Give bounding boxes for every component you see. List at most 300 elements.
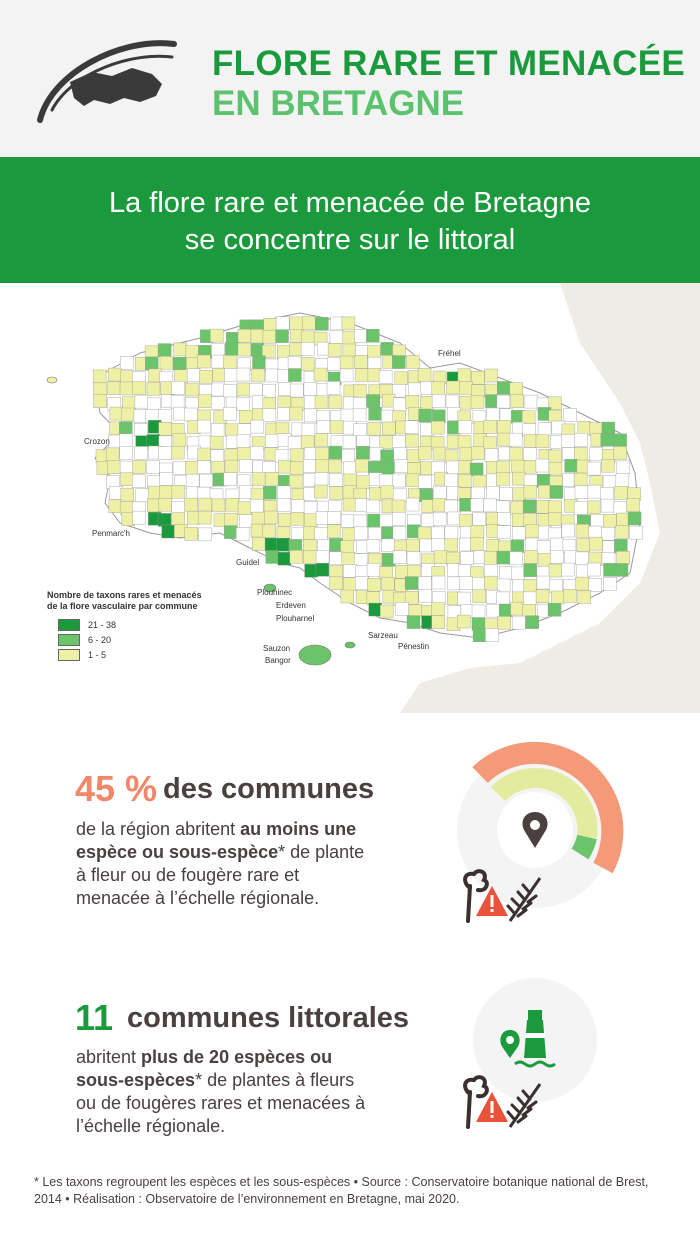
commune-cell <box>367 563 380 576</box>
commune-cell <box>224 473 237 486</box>
commune-cell <box>418 369 431 382</box>
commune-cell <box>146 461 159 474</box>
commune-cell <box>496 501 509 514</box>
commune-cell <box>393 512 406 525</box>
place-label-sauzon: Sauzon <box>263 644 291 653</box>
commune-cell <box>211 461 224 474</box>
commune-cell <box>485 395 498 408</box>
commune-cell <box>288 369 301 382</box>
commune-cell <box>497 551 510 564</box>
commune-cell <box>432 382 445 395</box>
commune-cell <box>574 433 587 446</box>
place-label-plouharnel: Plouharnel <box>276 614 315 623</box>
commune-cell <box>603 577 616 590</box>
commune-cell <box>603 514 616 527</box>
commune-cell <box>538 485 551 498</box>
stat2-body-part1: abritent <box>76 1047 142 1067</box>
commune-cell <box>301 343 314 356</box>
commune-cell <box>353 384 366 397</box>
place-label-frehel: Fréhel <box>438 349 461 358</box>
legend-title-line2: de la flore vasculaire par commune <box>47 601 198 611</box>
commune-cell <box>356 446 369 459</box>
commune-cell <box>549 450 562 463</box>
commune-cell <box>341 590 354 603</box>
commune-cell <box>392 500 405 513</box>
commune-cell <box>197 355 210 368</box>
commune-cell <box>574 447 587 460</box>
commune-cell <box>344 462 357 475</box>
legend-swatch <box>58 634 80 646</box>
commune-cell <box>106 448 119 461</box>
commune-cell <box>160 356 173 369</box>
commune-cell <box>524 448 537 461</box>
commune-cell <box>367 578 380 591</box>
commune-cell <box>343 436 356 449</box>
commune-cell <box>366 500 379 513</box>
commune-cell <box>588 485 601 498</box>
commune-cell <box>159 498 172 511</box>
commune-cell <box>628 512 641 525</box>
commune-cell <box>107 461 120 474</box>
commune-cell <box>342 317 355 330</box>
commune-cell <box>277 538 290 551</box>
commune-cell <box>369 603 382 616</box>
commune-cell <box>617 551 630 564</box>
commune-cell <box>434 551 447 564</box>
commune-cell <box>396 602 409 615</box>
commune-cell <box>575 486 588 499</box>
commune-cell <box>212 383 225 396</box>
commune-cell <box>174 343 187 356</box>
commune-cell <box>447 552 460 565</box>
commune-cell <box>223 355 236 368</box>
commune-cell <box>525 525 538 538</box>
subtitle-line2: se concentre sur le littoral <box>184 224 516 256</box>
commune-cell <box>510 502 523 515</box>
commune-cell <box>591 514 604 527</box>
commune-cell <box>344 474 357 487</box>
commune-cell <box>132 475 145 488</box>
commune-cell <box>225 342 238 355</box>
commune-cell <box>487 604 500 617</box>
commune-cell <box>197 461 210 474</box>
commune-cell <box>355 368 368 381</box>
commune-cell <box>198 420 211 433</box>
commune-cell <box>239 486 252 499</box>
commune-cell <box>616 525 629 538</box>
commune-cell <box>458 474 471 487</box>
commune-cell <box>472 605 485 618</box>
commune-cell <box>301 358 314 371</box>
commune-cell <box>135 446 148 459</box>
commune-cell <box>185 461 198 474</box>
commune-cell <box>577 539 590 552</box>
commune-cell <box>133 461 146 474</box>
commune-cell <box>185 498 198 511</box>
commune-cell <box>432 616 445 629</box>
commune-cell <box>551 591 564 604</box>
commune-cell <box>510 447 523 460</box>
commune-cell <box>432 394 445 407</box>
commune-cell <box>563 447 576 460</box>
commune-cell <box>289 475 302 488</box>
commune-cell <box>587 501 600 514</box>
commune-cell <box>603 475 616 488</box>
commune-cell <box>290 384 303 397</box>
commune-cell <box>600 487 613 500</box>
commune-cell <box>211 344 224 357</box>
commune-cell <box>327 381 340 394</box>
commune-cell <box>473 629 486 642</box>
commune-cell <box>225 460 238 473</box>
commune-cell <box>120 434 133 447</box>
commune-cell <box>473 475 486 488</box>
stat1-number: 45 % <box>75 768 158 809</box>
commune-cell <box>134 423 147 436</box>
page-title-line2: EN BRETAGNE <box>212 84 465 123</box>
stat2-body-bold: plus de 20 espèces ou sous-espèces <box>76 1047 333 1090</box>
commune-cell <box>162 525 175 538</box>
commune-cell <box>120 461 133 474</box>
stat1-body <box>76 818 366 910</box>
commune-cell <box>212 499 225 512</box>
commune-cell <box>523 604 536 617</box>
commune-cell <box>549 501 562 514</box>
commune-cell <box>301 436 314 449</box>
commune-cell <box>211 450 224 463</box>
commune-cell <box>288 356 301 369</box>
commune-cell <box>512 472 525 485</box>
commune-cell <box>393 488 406 501</box>
commune-cell <box>226 498 239 511</box>
commune-cell <box>538 423 551 436</box>
commune-cell <box>485 628 498 641</box>
legend-label: 6 - 20 <box>88 635 112 645</box>
commune-cell <box>211 423 224 436</box>
commune-cell <box>315 317 328 330</box>
commune-cell <box>251 369 264 382</box>
commune-cell <box>340 369 353 382</box>
commune-cell <box>431 421 444 434</box>
commune-cell <box>291 500 304 513</box>
commune-cell <box>524 551 537 564</box>
commune-cell <box>276 422 289 435</box>
commune-cell <box>289 407 302 420</box>
stat2-body-part2: * de plantes à fleurs ou de fougères rares et menacées à l’échelle régionale. <box>76 1070 366 1136</box>
commune-cell <box>354 329 367 342</box>
commune-cell <box>433 498 446 511</box>
legend-item <box>58 649 106 661</box>
commune-cell <box>278 513 291 526</box>
commune-cell <box>512 579 525 592</box>
commune-cell <box>524 485 537 498</box>
commune-cell <box>510 552 523 565</box>
commune-cell <box>172 513 185 526</box>
commune-cell <box>303 459 316 472</box>
commune-cell <box>187 369 200 382</box>
commune-cell <box>304 409 317 422</box>
commune-cell <box>526 616 539 629</box>
commune-cell <box>497 381 510 394</box>
commune-cell <box>264 511 277 524</box>
commune-cell <box>394 447 407 460</box>
commune-cell <box>265 434 278 447</box>
commune-cell <box>224 526 237 539</box>
commune-cell <box>265 538 278 551</box>
commune-cell <box>380 514 393 527</box>
commune-cell <box>224 385 237 398</box>
commune-cell <box>171 395 184 408</box>
commune-cell <box>578 421 591 434</box>
commune-cell <box>315 472 328 485</box>
place-label-crozon: Crozon <box>84 437 110 446</box>
commune-cell <box>317 420 330 433</box>
commune-cell <box>395 565 408 578</box>
commune-cell <box>160 486 173 499</box>
commune-cell <box>460 448 473 461</box>
commune-cell <box>406 539 419 552</box>
commune-cell <box>108 382 121 395</box>
commune-cell <box>236 528 249 541</box>
commune-cell <box>355 459 368 472</box>
commune-cell <box>136 489 149 502</box>
commune-cell <box>381 342 394 355</box>
place-label-penmarch: Penmarc'h <box>92 529 130 538</box>
commune-cell <box>329 396 342 409</box>
commune-cell <box>368 422 381 435</box>
commune-cell <box>485 564 498 577</box>
commune-cell <box>185 383 198 396</box>
commune-cell <box>119 422 132 435</box>
commune-cell <box>110 407 123 420</box>
commune-cell <box>382 422 395 435</box>
commune-cell <box>172 381 185 394</box>
commune-cell <box>604 563 617 576</box>
commune-cell <box>511 540 524 553</box>
commune-cell <box>420 396 433 409</box>
commune-cell <box>419 409 432 422</box>
commune-cell <box>237 435 250 448</box>
commune-cell <box>239 515 252 528</box>
commune-cell <box>380 436 393 449</box>
commune-cell <box>368 514 381 527</box>
commune-cell <box>512 567 525 580</box>
commune-cell <box>590 537 603 550</box>
commune-cell <box>381 450 394 463</box>
commune-cell <box>314 368 327 381</box>
commune-cell <box>315 460 328 473</box>
commune-cell <box>614 539 627 552</box>
commune-cell <box>458 421 471 434</box>
commune-cell <box>276 317 289 330</box>
commune-cell <box>393 526 406 539</box>
commune-cell <box>263 409 276 422</box>
commune-cell <box>340 356 353 369</box>
legend-label: 21 - 38 <box>88 620 117 630</box>
commune-cell <box>239 410 252 423</box>
commune-cell <box>343 528 356 541</box>
commune-cell <box>225 368 238 381</box>
commune-cell <box>199 528 212 541</box>
commune-cell <box>354 355 367 368</box>
commune-cell <box>198 395 211 408</box>
commune-cell <box>564 408 577 421</box>
commune-cell <box>459 461 472 474</box>
commune-cell <box>522 411 535 424</box>
commune-cell <box>292 488 305 501</box>
commune-cell <box>473 512 486 525</box>
commune-cell <box>381 577 394 590</box>
commune-cell <box>380 605 393 618</box>
commune-cell <box>330 577 343 590</box>
commune-cell <box>148 398 161 411</box>
commune-cell <box>159 422 172 435</box>
commune-cell <box>561 434 574 447</box>
commune-cell <box>486 513 499 526</box>
commune-cell <box>458 369 471 382</box>
commune-cell <box>496 472 509 485</box>
commune-cell <box>251 329 264 342</box>
commune-cell <box>108 368 121 381</box>
commune-cell <box>330 565 343 578</box>
commune-cell <box>445 450 458 463</box>
commune-cell <box>549 564 562 577</box>
commune-cell <box>512 460 525 473</box>
commune-cell <box>172 485 185 498</box>
commune-cell <box>343 332 356 345</box>
commune-cell <box>120 446 133 459</box>
commune-cell <box>120 501 133 514</box>
commune-cell <box>393 398 406 411</box>
commune-cell <box>406 355 419 368</box>
commune-cell <box>328 343 341 356</box>
commune-cell <box>524 579 537 592</box>
commune-cell <box>407 565 420 578</box>
commune-cell <box>406 474 419 487</box>
commune-cell <box>263 524 276 537</box>
commune-cell <box>420 539 433 552</box>
commune-cell <box>353 397 366 410</box>
commune-cell <box>369 407 382 420</box>
commune-cell <box>304 514 317 527</box>
legend-title <box>47 590 202 612</box>
commune-cell <box>393 551 406 564</box>
commune-cell <box>237 447 250 460</box>
commune-cell <box>563 474 576 487</box>
commune-cell <box>392 356 405 369</box>
commune-cell <box>237 397 250 410</box>
commune-cell <box>576 577 589 590</box>
commune-cell <box>497 395 510 408</box>
legend-label: 1 - 5 <box>88 650 107 660</box>
commune-cell <box>251 524 264 537</box>
commune-cell <box>288 436 301 449</box>
commune-cell <box>342 552 355 565</box>
commune-cell <box>523 500 536 513</box>
commune-cell <box>330 486 343 499</box>
commune-cell <box>471 395 484 408</box>
commune-cell <box>615 563 628 576</box>
commune-cell <box>407 616 420 629</box>
commune-cell <box>500 409 513 422</box>
commune-cell <box>524 434 537 447</box>
stat1-body-bold: au moins une espèce ou sous-espèce <box>76 819 357 862</box>
commune-cell <box>511 602 524 615</box>
commune-cell <box>367 394 380 407</box>
brittany-logo-icon <box>32 32 182 127</box>
commune-cell <box>422 514 435 527</box>
commune-cell <box>447 381 460 394</box>
place-label-sarzeau: Sarzeau <box>368 631 398 640</box>
commune-cell <box>405 577 418 590</box>
commune-cell <box>354 515 367 528</box>
commune-cell <box>120 382 133 395</box>
commune-cell <box>212 355 225 368</box>
commune-cell <box>484 499 497 512</box>
commune-cell <box>379 370 392 383</box>
commune-cell <box>457 615 470 628</box>
commune-cell <box>158 513 171 526</box>
commune-cell <box>536 459 549 472</box>
commune-cell <box>342 449 355 462</box>
commune-cell <box>472 618 485 631</box>
commune-cell <box>133 382 146 395</box>
place-label-bangor: Bangor <box>265 656 291 665</box>
commune-cell <box>357 476 370 489</box>
place-label-guidel: Guidel <box>236 558 260 567</box>
commune-cell <box>381 410 394 423</box>
commune-cell <box>278 460 291 473</box>
commune-cell <box>277 526 290 539</box>
commune-cell <box>431 603 444 616</box>
commune-cell <box>263 397 276 410</box>
commune-cell <box>562 563 575 576</box>
stat1-body-part1: de la région abritent <box>76 819 241 839</box>
commune-cell <box>499 604 512 617</box>
commune-cell <box>278 382 291 395</box>
commune-cell <box>395 459 408 472</box>
commune-cell <box>263 384 276 397</box>
commune-cell <box>537 576 550 589</box>
commune-cell <box>355 576 368 589</box>
stat2-body <box>76 1046 376 1138</box>
commune-cell <box>366 329 379 342</box>
commune-cell <box>252 537 265 550</box>
commune-cell <box>510 383 523 396</box>
commune-cell <box>471 525 484 538</box>
commune-cell <box>263 330 276 343</box>
commune-cell <box>368 346 381 359</box>
commune-cell <box>484 551 497 564</box>
commune-cell <box>511 395 524 408</box>
commune-cell <box>406 498 419 511</box>
commune-cell <box>458 592 471 605</box>
commune-cell <box>445 500 458 513</box>
commune-cell <box>497 461 510 474</box>
commune-cell <box>471 447 484 460</box>
commune-cell <box>147 434 160 447</box>
commune-cell <box>470 538 483 551</box>
commune-cell <box>446 395 459 408</box>
commune-cell <box>549 512 562 525</box>
commune-cell <box>277 498 290 511</box>
commune-cell <box>470 463 483 476</box>
commune-cell <box>431 527 444 540</box>
commune-cell <box>302 423 315 436</box>
commune-cell <box>395 372 408 385</box>
commune-cell <box>498 512 511 525</box>
place-label-erdeven: Erdeven <box>276 601 306 610</box>
